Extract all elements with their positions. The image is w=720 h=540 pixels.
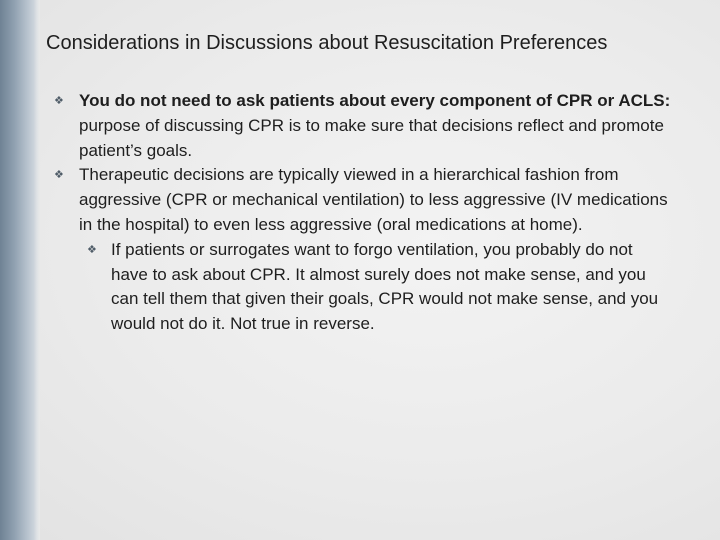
slide-title: Considerations in Discussions about Resuscitation Preferences bbox=[46, 32, 608, 54]
bullet-text: Therapeutic decisions are typically viewed in a hierarchical fashion from aggressive (CPR or mechanical ventilation) to less aggressive (IV medications in the hospital) to even less aggressive (oral medications at home). bbox=[79, 165, 668, 234]
left-accent-bar bbox=[0, 0, 40, 540]
bullet-item bbox=[54, 163, 674, 237]
bullet-item bbox=[54, 89, 674, 163]
diamond-bullet-icon: ❖ bbox=[87, 243, 97, 256]
bullet-bold-text: You do not need to ask patients about every component of CPR or ACLS: bbox=[79, 91, 671, 110]
bullet-list bbox=[54, 89, 674, 337]
diamond-bullet-icon: ❖ bbox=[54, 169, 64, 182]
diamond-bullet-icon: ❖ bbox=[54, 95, 64, 107]
sub-bullet-item bbox=[79, 238, 674, 337]
sub-bullet-text: If patients or surrogates want to forgo ventilation, you probably do not have to ask about CPR. It almost surely does not make sense, and you can tell them that given their goals, CPR would not make sense, and you would not do it. Not true in reverse. bbox=[111, 239, 659, 334]
bullet-text: purpose of discussing CPR is to make sure that decisions reflect and promote patient’s goals. bbox=[79, 115, 664, 160]
